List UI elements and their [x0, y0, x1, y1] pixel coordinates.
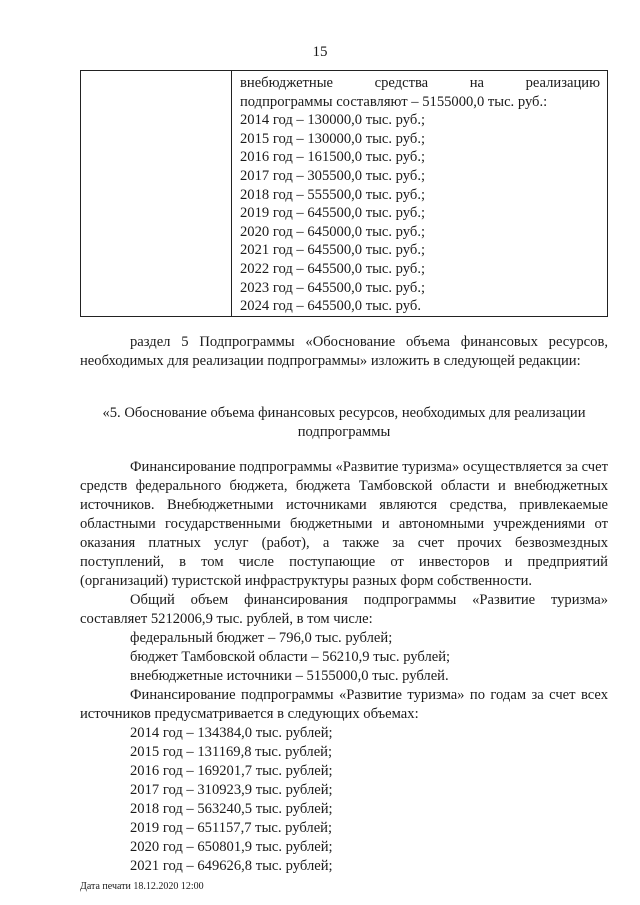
- cell-year-line: 2020 год – 645000,0 тыс. руб.;: [240, 223, 426, 240]
- cell-first-line: [240, 74, 600, 93]
- cell-year-line: 2023 год – 645500,0 тыс. руб.;: [240, 279, 426, 296]
- cell-year-line: 2022 год – 645500,0 тыс. руб.;: [240, 260, 426, 277]
- cell-year-line: 2017 год – 305500,0 тыс. руб.;: [240, 167, 426, 184]
- section-body: [80, 458, 608, 876]
- table-right-cell: [240, 74, 600, 316]
- cell-year-line: 2024 год – 645500,0 тыс. руб.: [240, 298, 421, 315]
- paragraph-by-years: Финансирование подпрограммы «Развитие туризма» по годам за счет всех источников предусматривается в следующих объемах:: [80, 687, 608, 722]
- page-number: 15: [312, 44, 328, 60]
- intro-paragraph: раздел 5 Подпрограммы «Обоснование объема финансовых ресурсов, необходимых для реализации подпрограммы» изложить в следующей редакции:: [80, 334, 608, 369]
- paragraph-financing-sources: Финансирование подпрограммы «Развитие туризма» осуществляется за счет средств федерального бюджета, бюджета Тамбовской области и внебюджетных источников. Внебюджетными источниками являются средства, привлекаемые областными государственными бюджетными и автономными учреждениями от оказания платных услуг (работ), а также за счет прочих безвозмездных поступлений, в том числе поступающие от инвесторов и предприятий (организаций) туристской инфраструктуры разных форм собственности.: [80, 459, 608, 589]
- source-line: внебюджетные источники – 5155000,0 тыс. рублей.: [130, 668, 449, 684]
- year-line: 2017 год – 310923,9 тыс. рублей;: [130, 782, 333, 798]
- cell-word: средства: [374, 75, 429, 91]
- cell-second-line: подпрограммы составляют – 5155000,0 тыс. руб.:: [240, 93, 548, 110]
- year-line: 2019 год – 651157,7 тыс. рублей;: [130, 820, 333, 836]
- year-line: 2015 год – 131169,8 тыс. рублей;: [130, 744, 333, 760]
- cell-year-line: 2019 год – 645500,0 тыс. руб.;: [240, 205, 426, 222]
- source-line: федеральный бюджет – 796,0 тыс. рублей;: [130, 630, 393, 646]
- cell-year-line: 2016 год – 161500,0 тыс. руб.;: [240, 149, 426, 166]
- print-date-footer: Дата печати 18.12.2020 12:00: [80, 881, 204, 892]
- year-line: 2020 год – 650801,9 тыс. рублей;: [130, 839, 333, 855]
- cell-word: реализацию: [525, 75, 600, 91]
- cell-word: на: [469, 75, 484, 91]
- cell-year-line: 2018 год – 555500,0 тыс. руб.;: [240, 186, 426, 203]
- year-line: 2021 год – 649626,8 тыс. рублей;: [130, 858, 333, 874]
- funding-table: [80, 70, 608, 317]
- year-line: 2014 год – 134384,0 тыс. рублей;: [130, 725, 333, 741]
- year-line: 2018 год – 563240,5 тыс. рублей;: [130, 801, 333, 817]
- source-line: бюджет Тамбовской области – 56210,9 тыс. рублей;: [130, 649, 451, 665]
- cell-year-line: 2015 год – 130000,0 тыс. руб.;: [240, 130, 426, 147]
- cell-year-line: 2014 год – 130000,0 тыс. руб.;: [240, 112, 426, 129]
- cell-word: внебюджетные: [240, 75, 334, 91]
- section-heading: «5. Обоснование объема финансовых ресурсов, необходимых для реализации подпрограммы: [102, 405, 586, 440]
- year-line: 2016 год – 169201,7 тыс. рублей;: [130, 763, 333, 779]
- paragraph-total-volume: Общий объем финансирования подпрограммы «Развитие туризма» составляет 5212006,9 тыс. рублей, в том числе:: [80, 592, 608, 627]
- table-column-divider: [231, 71, 232, 316]
- cell-year-line: 2021 год – 645500,0 тыс. руб.;: [240, 242, 426, 259]
